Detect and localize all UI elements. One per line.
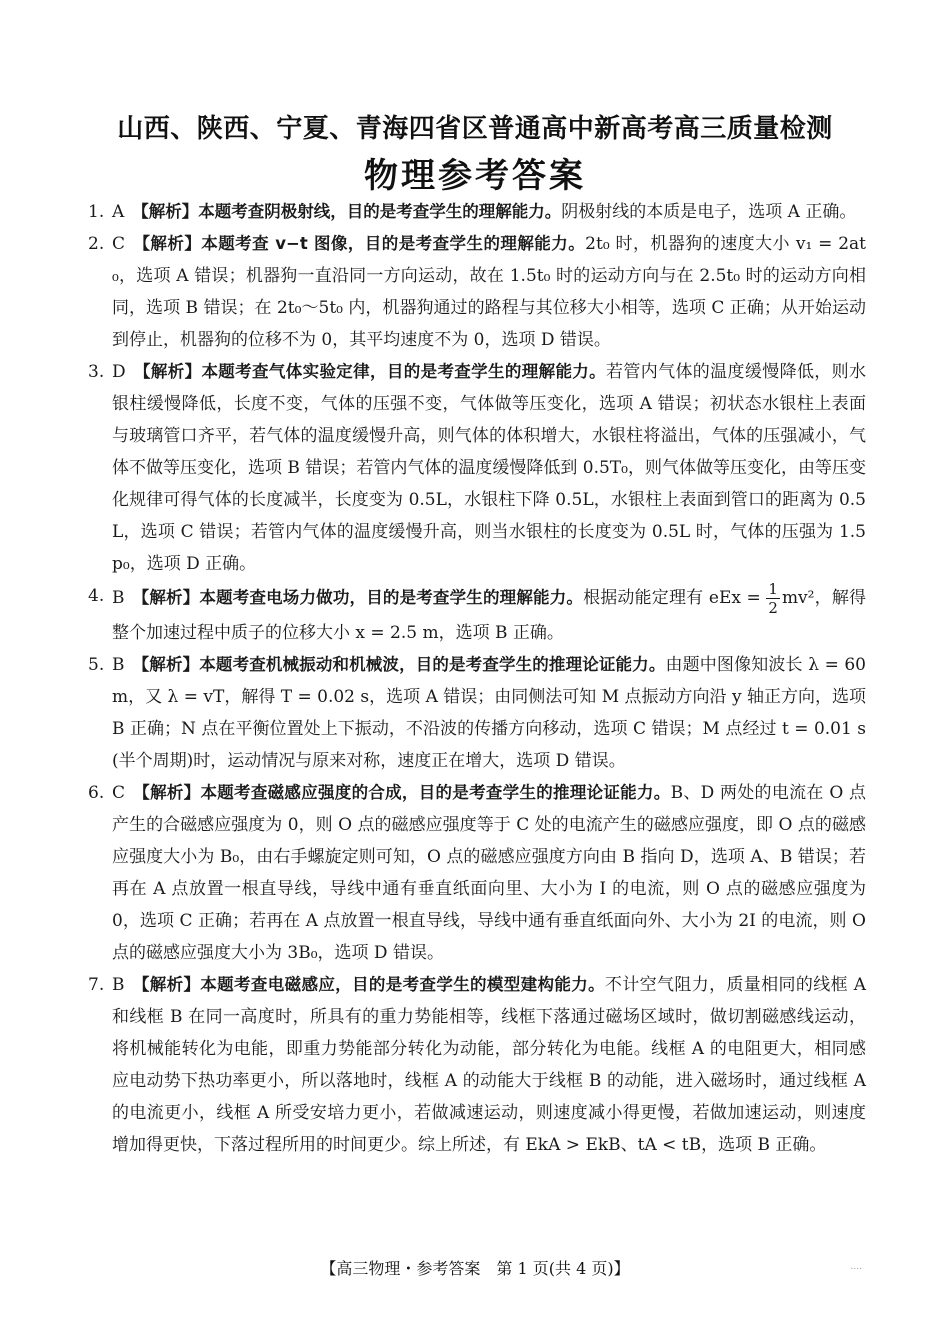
exam-title: 山西、陕西、宁夏、青海四省区普通高中新高考高三质量检测 (117, 114, 833, 144)
question-explanation: 2t₀ 时，机器狗的速度大小 v₁ = 2at₀，选项 A 错误；机器狗一直沿同一方向运动，故在 1.5t₀ 时的运动方向与在 2.5t₀ 时的运动方向相同，选项 B 错误；在 2t₀～5t₀ 内，机器狗通过的路程与其位移大小相等，选项 C 正确；从开始运动到停止，机器狗的位移不为 0，其平均速度不为 0，选项 D 错误。 (112, 234, 867, 350)
page-footer: 【高三物理・参考答案 第 1 页(共 4 页)】 (320, 1259, 630, 1278)
question-answer: C (112, 234, 126, 254)
question-2 (88, 228, 866, 356)
question-focus: 本题考查电磁感应，目的是考查学生的模型建构能力。 (200, 975, 605, 994)
question-number: 7. (88, 975, 105, 995)
question-explanation: 阴极射线的本质是电子，选项 A 正确。 (561, 202, 857, 222)
analysis-tag: 【解析】 (133, 234, 202, 253)
question-explanation: 若管内气体的温度缓慢降低，则水银柱缓慢降低，长度不变，气体的压强不变，气体做等压变化，选项 A 错误；初状态水银柱上表面与玻璃管口齐平，若气体的温度缓慢升高，则气体的体积增大，水银柱将溢出，气体的压强减小，气体不做等压变化，选项 B 错误；若管内气体的温度缓慢降低到 0.5T₀，则气体做等压变化，由等压变化规律可得气体的长度减半，长度变为 0.5L，水银柱下降 0.5L，水银柱上表面到管口的距离为 0.5L，选项 C 错误；若管内气体的温度缓慢升高，则当水银柱的长度变为 0.5L 时，气体的压强为 1.5p₀，选项 D 正确。 (112, 362, 867, 574)
question-answer: B (112, 655, 125, 675)
question-focus: 本题考查阴极射线，目的是考查学生的理解能力。 (198, 202, 562, 221)
answer-list (88, 196, 866, 1161)
analysis-tag: 【解析】 (132, 655, 200, 674)
question-5 (88, 649, 866, 777)
answer-key-title: 物理参考答案 (364, 156, 586, 196)
question-explanation-pre: 根据动能定理有 eEx = (583, 588, 761, 608)
question-1 (88, 196, 866, 228)
analysis-tag: 【解析】 (133, 783, 201, 802)
question-focus: 本题考查 v−t 图像，目的是考查学生的理解能力。 (201, 234, 586, 253)
fraction-numerator: 1 (768, 580, 778, 598)
fraction-one-half (766, 580, 780, 617)
question-number: 4. (88, 586, 105, 606)
analysis-tag: 【解析】 (132, 588, 200, 607)
fraction-denominator: 2 (768, 599, 778, 617)
question-explanation: B、D 两处的电流在 O 点产生的合磁感应强度为 0，则 O 点的磁感应强度等于 C 处的电流产生的磁感应强度，即 O 点的磁感应强度大小为 B₀，由右手螺旋定则可知，O 点的磁感应强度方向由 B 指向 D，选项 A、B 错误；若再在 A 点放置一根直导线，导线中通有垂直纸面向里、大小为 I 的电流，则 O 点的磁感应强度为 0，选项 C 正确；若再在 A 点放置一根直导线，导线中通有垂直纸面向外、大小为 2I 的电流，则 O 点的磁感应强度大小为 3B₀，选项 D 错误。 (112, 783, 867, 963)
question-number: 1. (88, 202, 105, 222)
question-6 (88, 777, 866, 969)
question-answer: C (112, 783, 126, 803)
question-number: 2. (88, 234, 105, 254)
question-answer: D (112, 362, 126, 382)
question-explanation: 由题中图像知波长 λ = 60 m，又 λ = vT，解得 T = 0.02 s，选项 A 错误；由同侧法可知 M 点振动方向沿 y 轴正方向，选项 B 正确；N 点在平衡位置处上下振动，不沿波的传播方向移动，选项 C 错误；M 点经过 t = 0.01 s(半个周期)时，运动情况与原来对称，速度正在增大，选项 D 错误。 (112, 655, 867, 771)
question-answer: B (112, 975, 125, 995)
question-focus: 本题考查气体实验定律，目的是考查学生的理解能力。 (201, 362, 607, 381)
question-3 (88, 356, 866, 580)
analysis-tag: 【解析】 (132, 975, 201, 994)
corner-mark: .... (850, 1262, 862, 1272)
question-4 (88, 580, 866, 649)
question-7 (88, 969, 866, 1161)
question-number: 5. (88, 655, 105, 675)
question-focus: 本题考查机械振动和机械波，目的是考查学生的推理论证能力。 (199, 655, 666, 674)
question-answer: B (112, 588, 125, 608)
question-explanation-post: mv²，解得整个加速过程中质子的位移大小 x = 2.5 m，选项 B 正确。 (112, 588, 867, 643)
question-explanation: 不计空气阻力，质量相同的线框 A 和线框 B 在同一高度时，所具有的重力势能相等，线框下落通过磁场区域时，做切割磁感线运动，将机械能转化为电能，即重力势能部分转化为动能，部分转化为电能。线框 A 的电阻更大，相同感应电动势下热功率更小，所以落地时，线框 A 的动能大于线框 B 的动能，进入磁场时，通过线框 A 的电流更小，线框 A 所受安培力更小，若做减速运动，则速度减小得更慢，若做加速运动，则速度增加得更快，下落过程所用的时间更少。综上所述，有 EkA > EkB、tA < tB，选项 B 正确。 (112, 975, 866, 1155)
analysis-tag: 【解析】 (133, 362, 202, 381)
question-focus: 本题考查电场力做功，目的是考查学生的理解能力。 (199, 588, 584, 607)
question-answer: A (112, 202, 125, 222)
question-number: 3. (88, 362, 105, 382)
question-number: 6. (88, 783, 105, 803)
question-focus: 本题考查磁感应强度的合成，目的是考查学生的推理论证能力。 (200, 783, 671, 802)
analysis-tag: 【解析】 (132, 202, 199, 221)
